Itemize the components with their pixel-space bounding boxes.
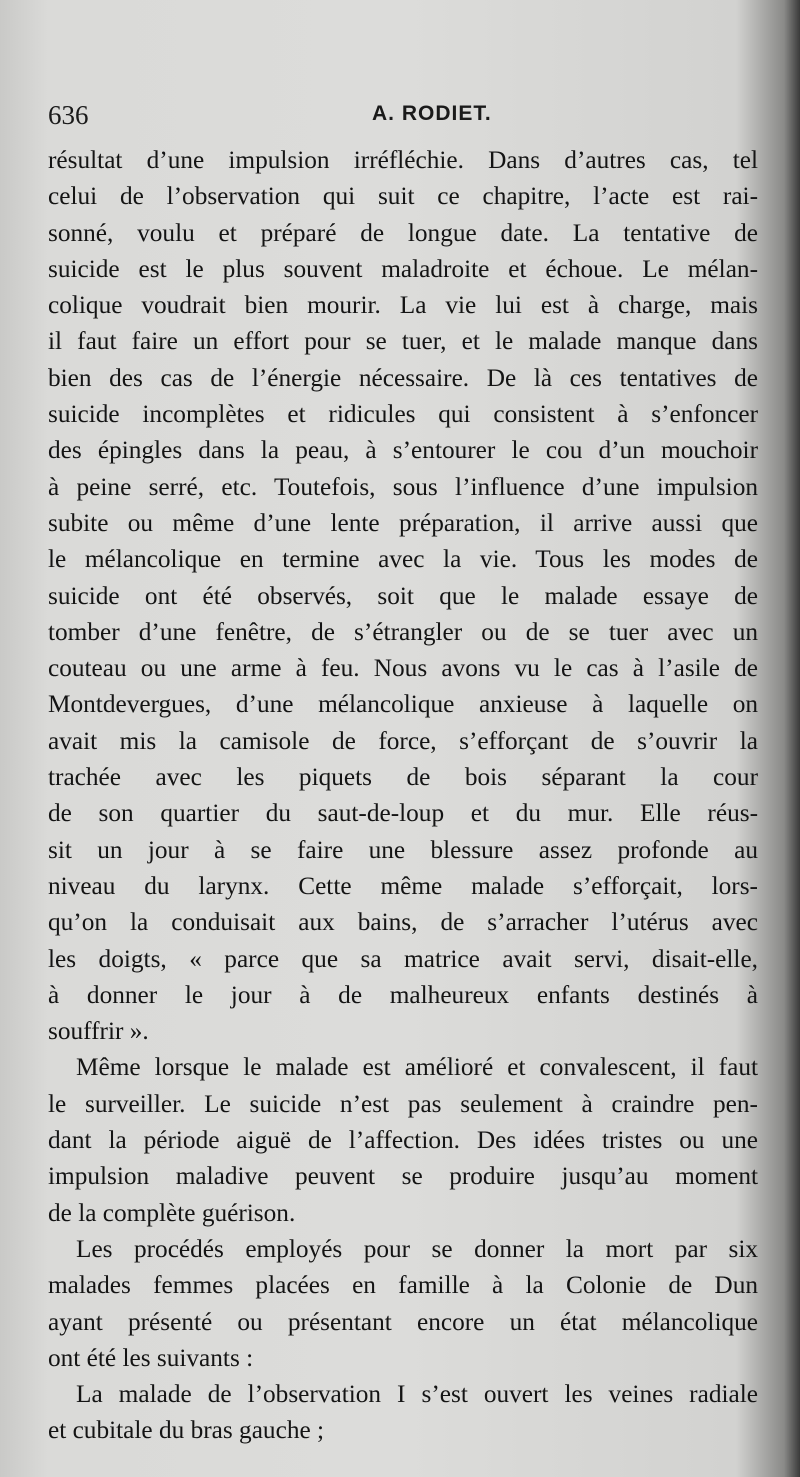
text-line: subite ou même d’une lente préparation, il arrive aussi que — [48, 508, 758, 537]
text-line: à peine serré, etc. Toutefois, sous l’influence d’une impulsion — [48, 472, 758, 501]
paragraph — [48, 1376, 758, 1449]
text-line: ont été les suivants : — [48, 1343, 254, 1372]
paragraph — [48, 1231, 758, 1376]
text-line: Même lorsque le malade est amélioré et convalescent, il faut — [76, 1053, 758, 1082]
text-line: le surveiller. Le suicide n’est pas seulement à craindre pen- — [48, 1089, 758, 1118]
text-line: souffrir ». — [48, 1017, 149, 1046]
page-number: 636 — [48, 100, 89, 130]
text-line: trachée avec les piquets de bois séparant la cour — [48, 763, 758, 792]
text-line: avait mis la camisole de force, s’efforçant de s’ouvrir la — [48, 726, 758, 755]
paragraph — [48, 1049, 758, 1230]
text-line: de la complète guérison. — [48, 1198, 296, 1227]
text-line: à donner le jour à de malheureux enfants destinés à — [48, 980, 758, 1009]
text-line: Les procédés employés pour se donner la mort par six — [76, 1234, 758, 1263]
page-header — [48, 98, 758, 138]
text-line: suicide ont été observés, soit que le malade essaye de — [48, 581, 758, 610]
paragraph — [48, 142, 758, 1049]
text-line: et cubitale du bras gauche ; — [48, 1416, 325, 1445]
text-line: ayant présenté ou présentant encore un état mélancolique — [48, 1307, 758, 1336]
running-head: A. RODIET. — [372, 102, 492, 125]
text-line: La malade de l’observation I s’est ouvert les veines radiale — [76, 1380, 758, 1409]
text-line: de son quartier du saut-de-loup et du mur. Elle réus- — [48, 799, 758, 828]
text-line: résultat d’une impulsion irréfléchie. Dans d’autres cas, tel — [48, 146, 758, 174]
text-line: le mélancolique en termine avec la vie. Tous les modes de — [48, 545, 758, 574]
body-text — [48, 142, 758, 1449]
text-line: malades femmes placées en famille à la Colonie de Dun — [48, 1271, 758, 1300]
text-line: dant la période aiguë de l’affection. Des idées tristes ou une — [48, 1126, 758, 1155]
text-line: Montdevergues, d’une mélancolique anxieuse à laquelle on — [48, 690, 758, 719]
text-line: les doigts, « parce que sa matrice avait servi, disait-elle, — [48, 944, 758, 973]
text-line: celui de l’observation qui suit ce chapitre, l’acte est rai- — [48, 182, 758, 211]
text-line: suicide est le plus souvent maladroite et échoue. Le mélan- — [48, 254, 758, 283]
text-line: niveau du larynx. Cette même malade s’efforçait, lors- — [48, 871, 758, 900]
text-line: qu’on la conduisait aux bains, de s’arracher l’utérus avec — [48, 908, 758, 937]
text-line: colique voudrait bien mourir. La vie lui est à charge, mais — [48, 291, 758, 320]
text-line: couteau ou une arme à feu. Nous avons vu le cas à l’asile de — [48, 654, 758, 683]
text-line: impulsion maladive peuvent se produire jusqu’au moment — [48, 1162, 758, 1191]
text-line: bien des cas de l’énergie nécessaire. De là ces tentatives de — [48, 363, 758, 392]
text-line: sit un jour à se faire une blessure assez profonde au — [48, 835, 758, 864]
text-line: suicide incomplètes et ridicules qui consistent à s’enfoncer — [48, 400, 758, 429]
text-line: sonné, voulu et préparé de longue date. La tentative de — [48, 218, 758, 247]
text-line: des épingles dans la peau, à s’entourer le cou d’un mouchoir — [48, 436, 758, 465]
text-line: tomber d’une fenêtre, de s’étrangler ou de se tuer avec un — [48, 617, 758, 646]
text-line: il faut faire un effort pour se tuer, et le malade manque dans — [48, 327, 758, 356]
